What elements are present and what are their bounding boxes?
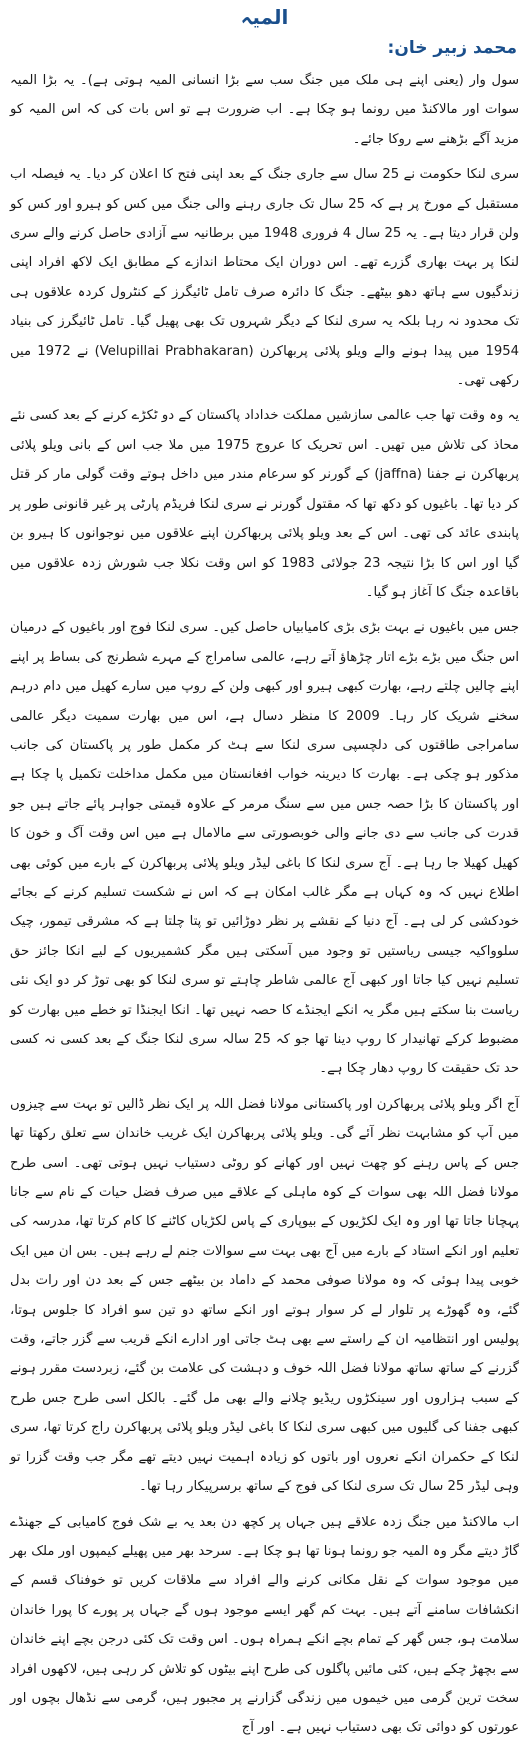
- article-paragraph: جس میں باغیوں نے بہت بڑی بڑی کامیابیاں حاصل کیں۔ سری لنکا فوج اور باغیوں کے درمیان اس جنگ میں بڑے بڑے اتار چڑھاؤ آتے رہے، عالمی سامراج کے مہرے شطرنج کی بساط پر اپنے اپنے چالیں چلتے رہے، بھارت کبھی ہیرو اور کبھی ولن کے روپ میں سارے کھیل میں دام درہم سخنے شریک کار رہا۔ 2009 کا منظر دسال ہے، اس میں بھارت سمیت دیگر عالمی سامراجی طاقتوں کی دلچسپی سری لنکا سے ہٹ کر مکمل طور پر پاکستان کی جانب مذکور ہو چکی ہے۔ بھارت کا دیرینہ خواب افغانستان میں مکمل مداخلت تکمیل پا چکا ہے اور پاکستان کا بڑا حصہ جس میں سے سنگ مرمر کے علاوہ قیمتی جواہر پائے جاتے ہیں جو قدرت کی جانب سے دی جانے والی خوبصورتی سے مالامال ہے میں اس وقت آگ و خون کا کھیل کھیلا جا رہا ہے۔ آج سری لنکا کا باغی لیڈر ویلو پلائی پربھاکرن کے بارے میں کوئی بھی اطلاع نہیں کہ وہ کہاں ہے مگر غالب امکان ہے کہ اس نے شکست تسلیم کرنے کے بجائے خودکشی کر لی ہے۔ آج دنیا کے نقشے پر نظر دوڑائیں تو پتا چلتا ہے کہ مشرقی تیمور، چیک سلوواکیہ جیسی ریاستیں تو وجود میں آسکتی ہیں مگر کشمیریوں کے لیے انکا جائز حق تسلیم نہیں کیا جاتا اور کبھی آج عالمی شاطر چاہتے تو سری لنکا کو بھی توڑ کر دو ایک نئی ریاست بنا سکتے ہیں مگر یہ انکے ایجنڈے کا حصہ نہیں تھا۔ انکا ایجنڈا تو خطے میں بھارت کو مضبوط کرکے تھانیدار کا روپ دینا تھا جو کہ 25 سالہ سری لنکا جنگ کے بعد کسی نہ کسی حد تک حقیقت کا روپ دھار چکا ہے۔: [10, 620, 519, 1077]
- author-byline: محمد زبیر خان:: [387, 38, 517, 58]
- article-paragraph: یہ وہ وقت تھا جب عالمی سازشیں مملکت خداداد پاکستان کے دو ٹکڑے کرنے کے بعد کسی نئے محاذ کی تلاش میں تھیں۔ اس تحریک کا عروج 1975 میں ملا جب اس کے بانی ویلو پلائی پربھاکرن نے جفنا (jaffna) کے گورنر کو سرعام مندر میں داخل ہوتے وقت گولی مار کر قتل کر دیا تھا۔ باغیوں کو دکھ تھا کہ مقتول گورنر نے سری لنکا فریڈم پارٹی پر غیر قانونی طور پر پابندی عائد کی تھی۔ اس کے بعد ویلو پلائی پربھاکرن اپنے علاقوں میں نوجوانوں کا ہیرو بن گیا اور اس کا بڑا نتیجہ 23 جولائی 1983 کو اس وقت نکلا جب شورش زدہ علاقوں میں باقاعدہ جنگ کا آغاز ہو گیا۔: [10, 408, 520, 600]
- article-paragraph: آج اگر ویلو پلائی پربھاکرن اور پاکستانی مولانا فضل اللہ پر ایک نظر ڈالیں تو بہت سے چیزوں میں آپ کو مشابہت نظر آئے گی۔ ویلو پلائی پربھاکرن ایک غریب خاندان سے تعلق رکھتا تھا جس کے پاس رہنے کو چھت نہیں اور کھانے کو روٹی دستیاب نہیں ہوتی تھی۔ اسی طرح مولانا فضل اللہ بھی سوات کے کوہ ماہلی کے علاقے میں صرف فضل حیات کے نام سے جانا پہچانا جاتا تھا اور وہ ایک لکڑیوں کے بیوپاری کے پاس لکڑیاں کاٹنے کا کام کرتا تھا، مدرسہ کی تعلیم اور انکے استاد کے بارے میں آج بھی بہت سے سوالات جنم لے رہے ہیں۔ بس ان میں ایک خوبی پیدا ہوئی کہ وہ مولانا صوفی محمد کے داماد بن بیٹھے جس کے بعد دن اور رات بدل گئے، وہ گھوڑے پر تلوار لے کر سوار ہوتے اور انکے ساتھ دو تین سو افراد کا جلوس ہوتا، پولیس اور انتظامیہ ان کے راستے سے بھی ہٹ جاتی اور ادارے انکے قریب سے گزر جاتے، وقت گزرنے کے ساتھ ساتھ مولانا فضل اللہ خوف و دہشت کی علامت بن گئے، زبردست مقرر ہونے کے سبب ہزاروں اور سینکڑوں ریڈیو چلانے والے بھی مل گئے۔ بالکل اسی طرح جس طرح کبھی جفنا کی گلیوں میں کبھی سری لنکا کا باغی لیڈر ویلو پلائی پربھاکرن راج کرتا تھا، سری لنکا کے حکمران انکے نعروں اور باتوں کو زیادہ اہمیت نہیں دیتے تھے مگر جب وقت گزرا تو وہی لیڈر 25 سال تک سری لنکا کی فوج کے ساتھ برسرپیکار رہا تھا۔: [10, 1096, 519, 1495]
- article-paragraph: سری لنکا حکومت نے 25 سال سے جاری جنگ کے بعد اپنی فتح کا اعلان کر دیا۔ یہ فیصلہ اب مستقبل کے مورخ پر ہے کہ 25 سال تک جاری رہنے والی جنگ میں کس کو ہیرو اور کس کو ولن قرار دیتا ہے۔ یہ 25 سال 4 فروری 1948 میں برطانیہ سے آزادی حاصل کرنے والے سری لنکا پر بہت بھاری گزرے تھے۔ اس دوران ایک محتاط اندازے کے مطابق ایک لاکھ افراد اپنی زندگیوں سے ہاتھ دھو بیٹھے۔ جنگ کا دائرہ صرف تامل ٹائیگرز کے کنٹرول کردہ علاقوں ہی تک محدود نہ رہا بلکہ یہ سری لنکا کے دیگر شہروں تک بھی پھیل گیا۔ تامل ٹائیگرز کی بنیاد 1954 میں پیدا ہونے والے ویلو پلائی پربھاکرن (Velupillai Prabhakaran) نے 1972 میں رکھی تھی۔: [10, 167, 519, 389]
- article-title: المیہ: [240, 5, 289, 29]
- article-paragraph: سول وار (یعنی اپنے ہی ملک میں جنگ سب سے بڑا انسانی المیہ ہوتی ہے)۔ یہ بڑا المیہ سوات اور مالاکنڈ میں رونما ہو چکا ہے۔ اب ضرورت ہے تو اس بات کی کہ اس المیہ کو مزید آگے بڑھنے سے روکا جائے۔: [10, 73, 519, 147]
- article-body: [10, 66, 519, 1743]
- article-paragraph: اب مالاکنڈ میں جنگ زدہ علاقے ہیں جہاں پر کچھ دن بعد یہ بے شک فوج کامیابی کے جھنڈے گاڑ دیتے مگر وہ المیہ جو رونما ہونا تھا ہو چکا ہے۔ سرحد بھر میں پھیلے کیمپوں اور ملک بھر میں موجود سوات کے نقل مکانی کرنے والے افراد سے ملاقات کریں تو خوفناک قسم کے انکشافات سامنے آتے ہیں۔ بہت کم گھر ایسے موجود ہوں گے جہاں پر پورے کا پورا خاندان سلامت ہو، جس گھر کے تمام بچے انکے ہمراہ ہوں۔ اس وقت تک کئی درجن بچے اپنے خاندان سے بچھڑ چکے ہیں، کئی مائیں پاگلوں کی طرح اپنے بیٹوں کو تلاش کر رہی ہیں، لاکھوں افراد سخت ترین گرمی میں خیموں میں زندگی گزارنے پر مجبور ہیں، گرمی سے نڈھال بچوں اور عورتوں کو دوائی تک بھی دستیاب نہیں ہے۔ اور آج: [10, 1514, 519, 1736]
